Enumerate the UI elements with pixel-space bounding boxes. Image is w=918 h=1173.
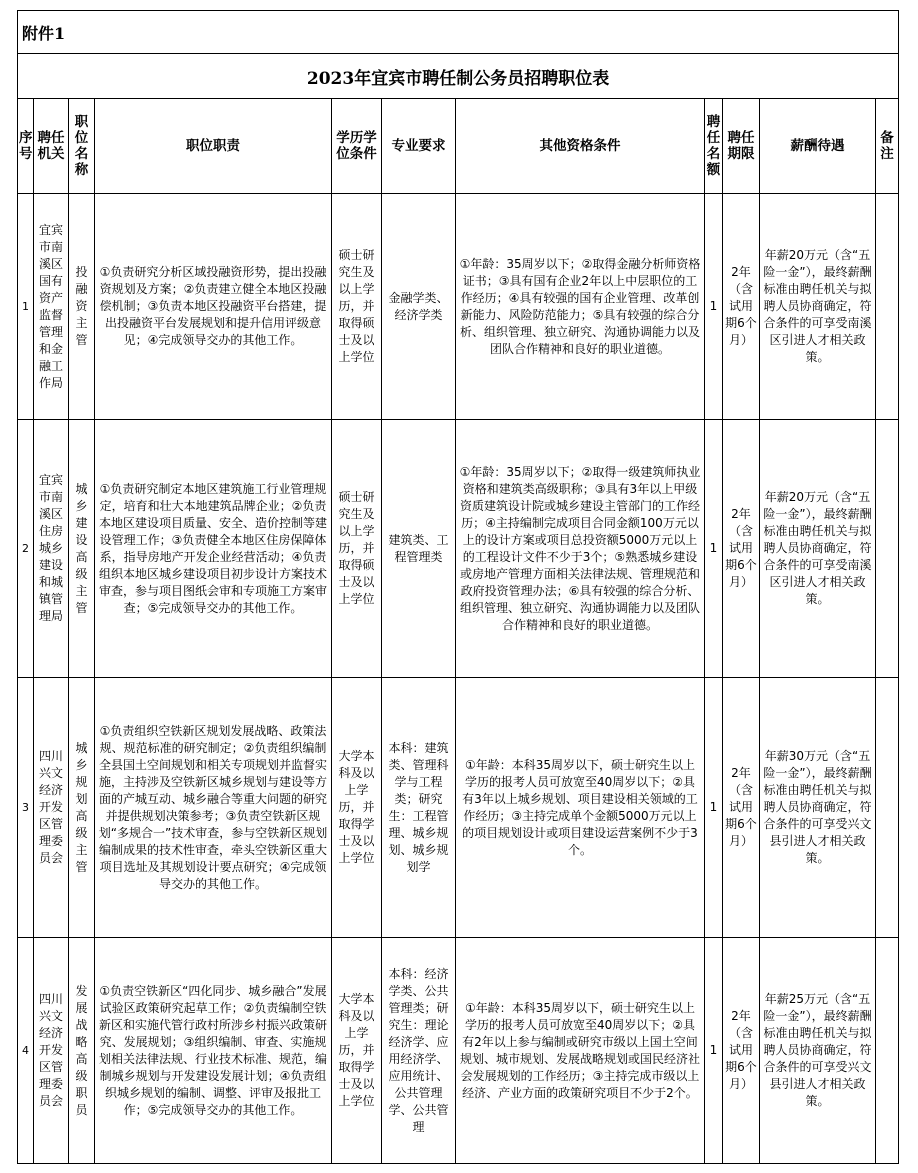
header-major: 专业要求 (382, 99, 456, 194)
cell-term: 2年（含试用期6个月） (723, 938, 760, 1164)
cell-agency: 四川兴文经济开发区管理委员会 (34, 938, 69, 1164)
recruitment-table-sheet (17, 10, 898, 1164)
cell-education: 硕士研究生及以上学历，并取得硕士及以上学位 (332, 420, 382, 678)
table-row (18, 194, 899, 420)
cell-education: 大学本科及以上学历，并取得学士及以上学位 (332, 938, 382, 1164)
table-row (18, 678, 899, 938)
header-quota: 聘任名额 (705, 99, 723, 194)
cell-seq: 1 (18, 194, 34, 420)
cell-seq: 2 (18, 420, 34, 678)
header-seq: 序号 (18, 99, 34, 194)
cell-remarks (876, 938, 899, 1164)
cell-quota: 1 (705, 420, 723, 678)
table-row (18, 420, 899, 678)
cell-quota: 1 (705, 194, 723, 420)
recruitment-table (17, 10, 899, 1164)
cell-remarks (876, 194, 899, 420)
cell-education: 硕士研究生及以上学历，并取得硕士及以上学位 (332, 194, 382, 420)
header-education: 学历学位条件 (332, 99, 382, 194)
cell-term: 2年（含试用期6个月） (723, 678, 760, 938)
header-term: 聘任期限 (723, 99, 760, 194)
cell-education: 大学本科及以上学历，并取得学士及以上学位 (332, 678, 382, 938)
cell-quota: 1 (705, 938, 723, 1164)
cell-salary: 年薪30万元（含“五险一金”），最终薪酬标准由聘任机关与拟聘人员协商确定，符合条件的可享受兴文县引进人才相关政策。 (760, 678, 876, 938)
cell-quota: 1 (705, 678, 723, 938)
cell-term: 2年（含试用期6个月） (723, 194, 760, 420)
header-agency: 聘任机关 (34, 99, 69, 194)
cell-agency: 宜宾市南溪区国有资产监督管理和金融工作局 (34, 194, 69, 420)
cell-duties: ①负责研究制定本地区建筑施工行业管理规定，培育和壮大本地建筑品牌企业；②负责本地区建设项目质量、安全、造价控制等建设管理工作；③负责健全本地区住房保障体系，指导房地产开发企业经营活动；④负责组织本地区城乡建设项目初步设计方案技术审查，参与项目图纸会审和专项施工方案审查；⑤完成领导交办的其他工作。 (95, 420, 332, 678)
cell-other: ①年龄：35周岁以下；②取得金融分析师资格证书；③具有国有企业2年以上中层职位的工作经历；④具有较强的国有企业管理、改革创新能力、风险防范能力；⑤具有较强的综合分析、组织管理、独立研究、沟通协调能力以及团队合作精神和良好的职业道德。 (456, 194, 705, 420)
cell-major: 建筑类、工程管理类 (382, 420, 456, 678)
cell-major: 本科：经济学类、公共管理类；研究生：理论经济学、应用经济学、应用统计、公共管理学、公共管理 (382, 938, 456, 1164)
cell-seq: 4 (18, 938, 34, 1164)
cell-remarks (876, 420, 899, 678)
cell-agency: 四川兴文经济开发区管理委员会 (34, 678, 69, 938)
cell-position: 投融资主管 (69, 194, 95, 420)
cell-agency: 宜宾市南溪区住房城乡建设和城镇管理局 (34, 420, 69, 678)
attachment-label: 附件1 (18, 11, 899, 54)
cell-other: ①年龄：35周岁以下；②取得一级建筑师执业资格和建筑类高级职称；③具有3年以上甲级资质建筑设计院或城乡建设主管部门的工作经历；④主持编制完成项目合同金额100万元以上的设计方案或项目总投资额5000万元以上的工程设计文件不少于3个；⑤熟悉城乡建设或房地产管理方面相关法律法规、管理规范和政府投资管理办法；⑥具有较强的综合分析、组织管理、独立研究、沟通协调能力以及团队合作精神和良好的职业道德。 (456, 420, 705, 678)
cell-salary: 年薪20万元（含“五险一金”），最终薪酬标准由聘任机关与拟聘人员协商确定，符合条件的可享受南溪区引进人才相关政策。 (760, 420, 876, 678)
cell-position: 城乡建设高级主管 (69, 420, 95, 678)
header-other: 其他资格条件 (456, 99, 705, 194)
cell-duties: ①负责空铁新区“四化同步、城乡融合”发展试验区政策研究起草工作；②负责编制空铁新区和实施代管行政村所涉乡村振兴政策研究、发展规划；③组织编制、审查、实施规划相关法律法规、行业技术标准、规范，编制城乡规划与开发建设发展计划；④负责组织城乡规划的编制、调整、评审及报批工作；⑤完成领导交办的其他工作。 (95, 938, 332, 1164)
header-position: 职位名称 (69, 99, 95, 194)
header-duties: 职位职责 (95, 99, 332, 194)
table-row (18, 938, 899, 1164)
cell-position: 城乡规划高级主管 (69, 678, 95, 938)
cell-duties: ①负责研究分析区域投融资形势，提出投融资规划及方案；②负责建立健全本地区投融偿机制；③负责本地区投融资平台搭建，提出投融资平台发展规划和提升信用评级意见；④完成领导交办的其他工作。 (95, 194, 332, 420)
cell-duties: ①负责组织空铁新区规划发展战略、政策法规、规范标准的研究制定；②负责组织编制全县国土空间规划和相关专项规划并监督实施，主持涉及空铁新区城乡规划与建设等方面的产城互动、城乡融合等重大问题的研究并提供规划决策参考；③负责空铁新区规划“多规合一”技术审查，参与空铁新区规划编制成果的技术性审查，牵头空铁新区重大项目选址及其规划设计要点研究；④完成领导交办的其他工作。 (95, 678, 332, 938)
cell-seq: 3 (18, 678, 34, 938)
header-row (18, 99, 899, 194)
table-title: 2023年宜宾市聘任制公务员招聘职位表 (18, 54, 899, 99)
cell-major: 金融学类、经济学类 (382, 194, 456, 420)
cell-salary: 年薪20万元（含“五险一金”），最终薪酬标准由聘任机关与拟聘人员协商确定，符合条件的可享受南溪区引进人才相关政策。 (760, 194, 876, 420)
cell-other: ①年龄：本科35周岁以下，硕士研究生以上学历的报考人员可放宽至40周岁以下；②具有2年以上参与编制或研究市级以上国土空间规划、城市规划、发展战略规划或国民经济社会发展规划的工作经历；③主持完成市级以上经济、产业方面的政策研究项目不少于2个。 (456, 938, 705, 1164)
header-remarks: 备注 (876, 99, 899, 194)
cell-position: 发展战略高级职员 (69, 938, 95, 1164)
cell-salary: 年薪25万元（含“五险一金”），最终薪酬标准由聘任机关与拟聘人员协商确定，符合条件的可享受兴文县引进人才相关政策。 (760, 938, 876, 1164)
cell-term: 2年（含试用期6个月） (723, 420, 760, 678)
cell-other: ①年龄：本科35周岁以下，硕士研究生以上学历的报考人员可放宽至40周岁以下；②具有3年以上城乡规划、项目建设相关领域的工作经历；③主持完成单个金额5000万元以上的项目规划设计或项目建设运营案例不少于3个。 (456, 678, 705, 938)
cell-major: 本科：建筑类、管理科学与工程类；研究生：工程管理、城乡规划、城乡规划学 (382, 678, 456, 938)
header-salary: 薪酬待遇 (760, 99, 876, 194)
cell-remarks (876, 678, 899, 938)
